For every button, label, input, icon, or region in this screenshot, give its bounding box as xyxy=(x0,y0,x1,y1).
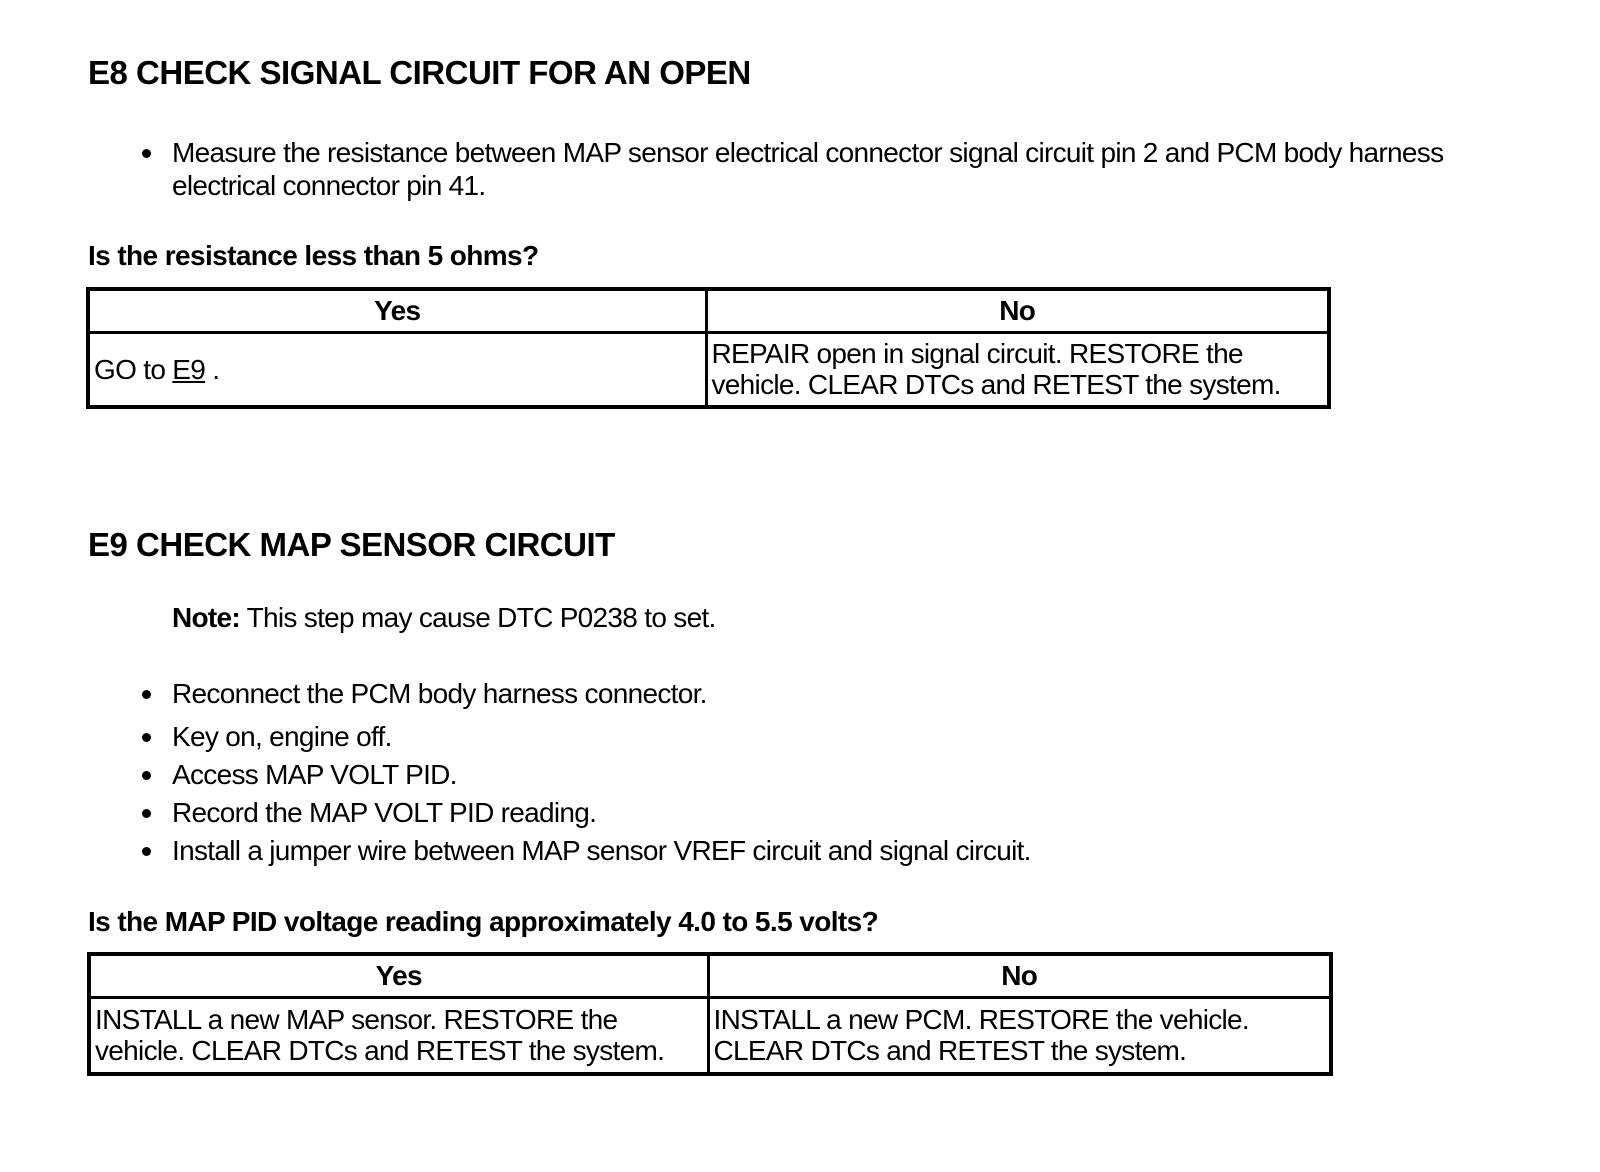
e8-question: Is the resistance less than 5 ohms? xyxy=(88,240,539,271)
yes-header: Yes xyxy=(89,954,708,998)
bullet-icon xyxy=(142,809,151,818)
yes-cell: INSTALL a new MAP sensor. RESTORE the vehicle. CLEAR DTCs and RETEST the system. xyxy=(89,998,708,1074)
list-item xyxy=(172,677,1472,710)
no-cell: INSTALL a new PCM. RESTORE the vehicle. CLEAR DTCs and RETEST the system. xyxy=(708,998,1331,1074)
e9-heading: E9 CHECK MAP SENSOR CIRCUIT xyxy=(88,526,615,563)
list-item-text: Key on, engine off. xyxy=(172,721,392,752)
list-item-text: Record the MAP VOLT PID reading. xyxy=(172,797,597,828)
list-item-text: Access MAP VOLT PID. xyxy=(172,759,457,790)
table-row xyxy=(89,998,1331,1074)
list-item-text: Install a jumper wire between MAP sensor VREF circuit and signal circuit. xyxy=(172,835,1031,866)
e8-bullet-list xyxy=(172,136,1472,202)
bullet-icon xyxy=(142,771,151,780)
e9-question: Is the MAP PID voltage reading approximately 4.0 to 5.5 volts? xyxy=(88,906,879,937)
bullet-icon xyxy=(142,733,151,742)
e8-heading: E8 CHECK SIGNAL CIRCUIT FOR AN OPEN xyxy=(88,54,751,91)
yes-cell-suffix: . xyxy=(205,353,220,385)
note-label: Note: xyxy=(172,602,241,633)
e9-note xyxy=(172,601,716,634)
no-cell: REPAIR open in signal circuit. RESTORE the vehicle. CLEAR DTCs and RETEST the system. xyxy=(706,333,1329,407)
list-item xyxy=(172,834,1472,867)
list-item xyxy=(172,720,1472,753)
list-item-text: Reconnect the PCM body harness connector. xyxy=(172,678,707,709)
e9-answer-table xyxy=(87,952,1333,1076)
bullet-icon xyxy=(142,690,151,699)
note-text: This step may cause DTC P0238 to set. xyxy=(240,602,716,633)
table-header-row xyxy=(89,954,1331,998)
yes-cell xyxy=(88,333,706,407)
table-row xyxy=(88,333,1329,407)
list-item xyxy=(172,796,1472,829)
e9-bullet-list xyxy=(172,677,1472,867)
e8-answer-table xyxy=(86,287,1331,409)
table-header-row xyxy=(88,289,1329,333)
goto-e9-link[interactable]: E9 xyxy=(172,353,206,385)
yes-header: Yes xyxy=(88,289,706,333)
bullet-icon xyxy=(142,847,151,856)
list-item xyxy=(172,136,1472,202)
no-header: No xyxy=(708,954,1331,998)
list-item-text: Measure the resistance between MAP sensor electrical connector signal circuit pin 2 and PCM body harness electrical connector pin 41. xyxy=(172,137,1444,201)
bullet-icon xyxy=(142,149,151,158)
list-item xyxy=(172,758,1472,791)
no-header: No xyxy=(706,289,1329,333)
yes-cell-prefix: GO to xyxy=(94,353,173,385)
